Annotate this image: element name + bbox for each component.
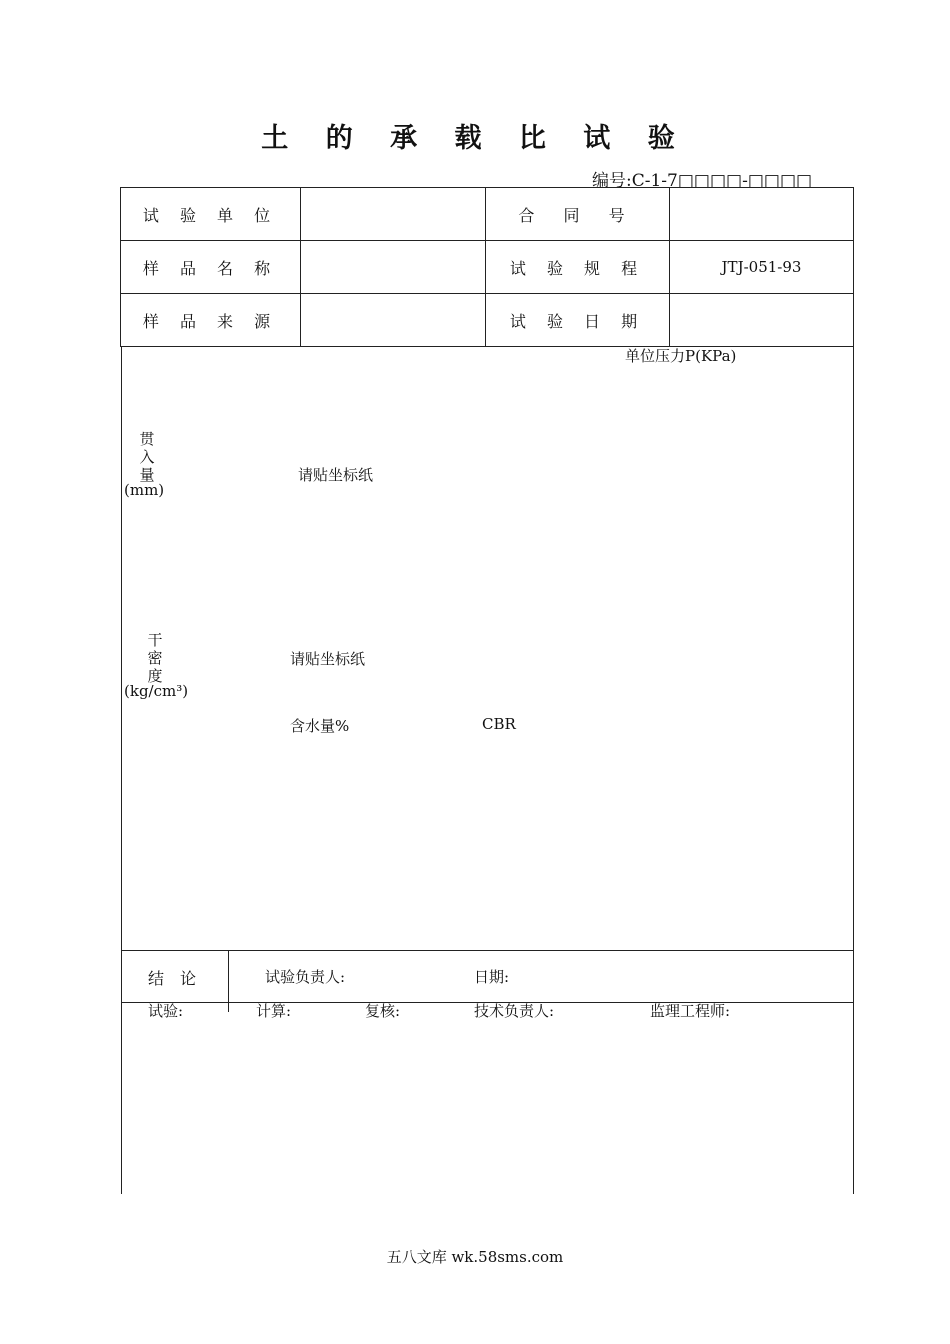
- calculator-signature-label: 计算:: [256, 1002, 292, 1020]
- contract-label: 合 同 号: [518, 205, 637, 225]
- conclusion-top-border: [121, 950, 853, 951]
- test-unit-value[interactable]: [301, 188, 485, 240]
- sample-name-value[interactable]: [301, 241, 485, 293]
- conclusion-label: 结 论: [148, 969, 197, 988]
- graph-paper-placeholder-2: 请贴坐标纸: [290, 650, 366, 668]
- tester-signature-label: 试验:: [148, 1002, 184, 1020]
- page-title: 土 的 承 载 比 试 验: [261, 123, 689, 154]
- reviewer-signature-label: 复核:: [365, 1002, 401, 1020]
- tech-lead-signature-label: 技术负责人:: [474, 1002, 555, 1020]
- unit-pressure-label: 单位压力P(KPa): [625, 347, 737, 365]
- chart-area-right-border: [853, 346, 854, 1194]
- contract-value[interactable]: [670, 188, 853, 240]
- table-bottom-border: [120, 346, 853, 347]
- graph-paper-placeholder-1: 请贴坐标纸: [298, 466, 374, 484]
- water-content-label: 含水量%: [290, 717, 350, 735]
- procedure-value[interactable]: JTJ-051-93: [721, 258, 802, 276]
- penetration-axis-label: 贯 入 量: [139, 430, 155, 484]
- sample-source-label: 样 品 来 源: [142, 311, 279, 331]
- conclusion-divider: [228, 950, 229, 1012]
- test-unit-label: 试 验 单 位: [142, 205, 279, 225]
- procedure-label: 试 验 规 程: [509, 258, 646, 278]
- test-date-label: 试 验 日 期: [509, 311, 646, 331]
- supervisor-signature-label: 监理工程师:: [650, 1002, 731, 1020]
- dry-density-unit: (kg/cm³): [124, 682, 189, 700]
- sample-name-label: 样 品 名 称: [142, 258, 279, 278]
- dry-density-axis-label: 干 密 度: [147, 631, 163, 685]
- test-date-value[interactable]: [670, 294, 853, 346]
- sample-source-value[interactable]: [301, 294, 485, 346]
- footer-watermark: 五八文库 wk.58sms.com: [386, 1248, 564, 1266]
- cbr-label: CBR: [482, 715, 516, 733]
- table-right-border: [853, 187, 854, 346]
- conclusion-date-label: 日期:: [474, 968, 510, 986]
- penetration-unit: (mm): [124, 481, 165, 499]
- document-code: 编号:C-1-7□□□□-□□□□: [592, 171, 813, 191]
- responsible-person-label: 试验负责人:: [265, 968, 346, 986]
